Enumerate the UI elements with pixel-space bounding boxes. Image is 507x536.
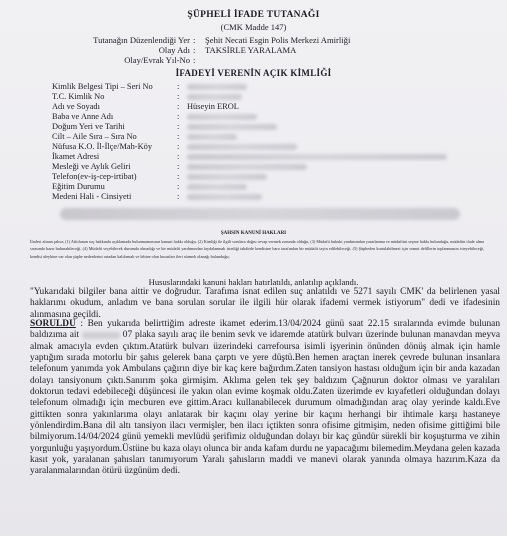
- identity-row: [52, 102, 502, 112]
- identity-row: [52, 172, 502, 182]
- redacted-value: [187, 134, 237, 140]
- identity-label: Doğum Yeri ve Tarihi: [52, 122, 125, 131]
- identity-colon: :: [177, 102, 180, 111]
- redacted-value: [187, 124, 277, 130]
- redacted-value: [187, 164, 307, 170]
- identity-colon: :: [177, 172, 180, 181]
- identity-label: Kimlik Belgesi Tipi – Seri No: [52, 82, 153, 91]
- identity-label: Adı ve Soyadı: [52, 102, 100, 111]
- identity-row: [52, 92, 502, 102]
- rights-text: İfadesi alınan şahsa; (1) Atfolunan suç hakkında açıklamada bulunmamasının kanuni hakkı olduğu, (2) Kimliği ile ilgili sorulara doğru cevap vermek zorunda olduğu, (3) Müdafii hukuki yardımından yararlanma ve müdafiini seçme hakkı bulunduğu, müdafiin ifade alma sırasında hazır bulunabileceği, (4) Müdafii seçebilecek durumda olmadığı ve bir müdafii yardımından faydalanmak istediği takdirde kendisine baro tarafından bir müdafii tayin edilebileceği, (5) Şüpheden kurtulabilmesi için somut delillerin toplanmasını isteyebileceği, kendisi aleyhine var olan şüphe nedenlerini ortadan kaldırmak ve lehine olan hususları ileri sürmek olanağı bulunduğu;: [30, 239, 484, 259]
- redacted-value: [187, 114, 257, 120]
- statement-text-part1: Ben yukarıda belirttiğim adreste ikamet ederim.13/04/2024 günü saat 22.15 sıralarında evimde bulunan baldızıma ait: [30, 319, 501, 341]
- redacted-value: [187, 184, 247, 190]
- meta-value: TAKSİRLE YARALAMA: [205, 45, 297, 55]
- identity-value: Hüseyin EROL: [187, 102, 239, 111]
- identity-label: Baba ve Anne Adı: [52, 112, 114, 121]
- identity-label: Medeni Hali - Cinsiyeti: [52, 192, 132, 201]
- identity-colon: :: [177, 142, 180, 151]
- identity-colon: :: [177, 152, 180, 161]
- document-subtitle: (CMK Madde 147): [220, 22, 287, 32]
- identity-colon: :: [177, 112, 180, 121]
- consent-paragraph: "Yukarıdaki bilgiler bana aittir ve doğrudur. Tarafıma isnat edilen suç anlatıldı ve 5271 sayılı CMK' da belirlenen yasal haklarımı okudum, anladım ve bana sorulan sorular ile ilgili hür olarak ifademi vermek istiyorum" dedi ve ifadesinin alınmasına geçildi.: [30, 287, 500, 320]
- identity-row: [52, 122, 502, 132]
- identity-label: Cilt – Aile Sıra – Sıra No: [52, 132, 137, 141]
- redacted-value: [187, 154, 447, 160]
- rights-title: ŞAHSIN KANUNİ HAKLARI: [220, 231, 287, 236]
- redacted-value: [187, 94, 242, 100]
- identity-section-title: İFADEYİ VERENİN AÇIK KİMLİĞİ: [175, 68, 332, 78]
- identity-label: Telefon(ev-iş-cep-irtibat): [52, 172, 137, 181]
- identity-row: [52, 142, 502, 152]
- identity-row: [52, 132, 502, 142]
- identity-colon: :: [177, 182, 180, 191]
- identity-colon: :: [177, 162, 180, 171]
- identity-row: [52, 152, 502, 162]
- redacted-plate: [82, 332, 120, 339]
- document-title: ŞÜPHELİ İFADE TUTANAĞI: [187, 10, 320, 20]
- identity-row: [52, 162, 502, 172]
- identity-label: İkamet Adresi: [52, 152, 100, 161]
- identity-row: [52, 192, 502, 202]
- meta-label: Tutanağın Düzenlendiği Yer: [93, 35, 190, 45]
- redacted-block: [60, 208, 460, 220]
- meta-value: Şehit Necati Esgin Polis Merkezi Amirliği: [205, 35, 351, 45]
- identity-colon: :: [177, 82, 180, 91]
- identity-label: T.C. Kimlik No: [52, 92, 105, 101]
- statement-label: SORULDU: [30, 319, 76, 329]
- meta-colon: :: [193, 55, 196, 65]
- identity-colon: :: [177, 132, 180, 141]
- identity-colon: :: [177, 122, 180, 131]
- identity-label: Nüfusa K.O. İl-İlçe/Mah-Köy: [52, 142, 153, 151]
- meta-label: Olay/Evrak Yıl-No: [124, 55, 190, 65]
- redacted-value: [187, 84, 247, 90]
- rights-notice: Hususlarındaki kanuni hakları hatırlatıldı, anlatılıp açıklandı.: [148, 277, 359, 287]
- identity-row: [52, 112, 502, 122]
- identity-row: [52, 82, 502, 92]
- redacted-value: [187, 174, 267, 180]
- meta-colon: :: [193, 35, 196, 45]
- redacted-value: [187, 194, 262, 200]
- identity-label: Eğitim Durumu: [52, 182, 105, 191]
- meta-colon: :: [193, 45, 196, 55]
- redacted-value: [187, 144, 297, 150]
- statement-paragraph: [30, 319, 500, 478]
- identity-label: Mesleği ve Aylık Geliri: [52, 162, 131, 171]
- identity-colon: :: [177, 192, 180, 201]
- meta-label: Olay Adı: [158, 45, 190, 55]
- statement-text-part2: 07 plaka sayılı araç ile benim sevk ve idaremde atatürk bulvarı üzerinde bulunan manavdan meyva almak amacıyla evden çıktım.Atatürk bulvarı üzerindeki carrefoursa isimli işyerinin önünden dönüş almak için hamle yaptığım sırada motorlu bir şahıs gelerek bana çarptı ve yere düştü.Ben hemen araçtan inerek çevrede bulunan insanlara telefonum yanımda yok Ambulans çağırın diye bir kaç kere bağırdım.Zaten tansiyon hastası olduğum için bir anda kazadan dolayı tansiyonum çıktı.Sanırım şoka girmişim. Aklıma gelen tek şey baldızım Çağnurun doktor olması ve yaralıları doktorun tedavi edebileceği düşüncesi ile yakın olan evime koşmak oldu.Zaten üzerimde ev kıyafetleri olduğundan dolayı telefonum olmadığı için mecburen eve gittim.Aracı kullanabilecek durumum olmadığından araç olay yerinde kaldı.Eve gittikten sonra yakınlarıma olayı anlatarak bir kaçını olay yerine bir kaçını herhangi bir ihtimale karşı hastaneye yönlendirdim.Bana dil altı tansiyon ilacı vermişler, ben ilacı içtikten sonra ofisime gitmişim, neden ofisime gittiğimi bile bilmiyorum.14/04/2024 günü yemekli mevlüdü şerifimiz olduğundan dolayı bir kaç gündür sürekli bir koşuşturma ve zihin yorgunluğu yaşıyordum.Üstüne bu kaza olayı olunca bir anda kafam durdu ne yapacağımı bilemedim.Meydana gelen kazada kasıt yok, yaralanan şahısları tanımıyorum Yaralı şahısların maddi ve manevi olarak yanında olmaya hazırım.Kaza da yaralanmalarından ötürü üzgünüm dedi.: [30, 330, 500, 477]
- identity-row: [52, 182, 502, 192]
- statement-colon: :: [80, 319, 84, 329]
- identity-colon: :: [177, 92, 180, 101]
